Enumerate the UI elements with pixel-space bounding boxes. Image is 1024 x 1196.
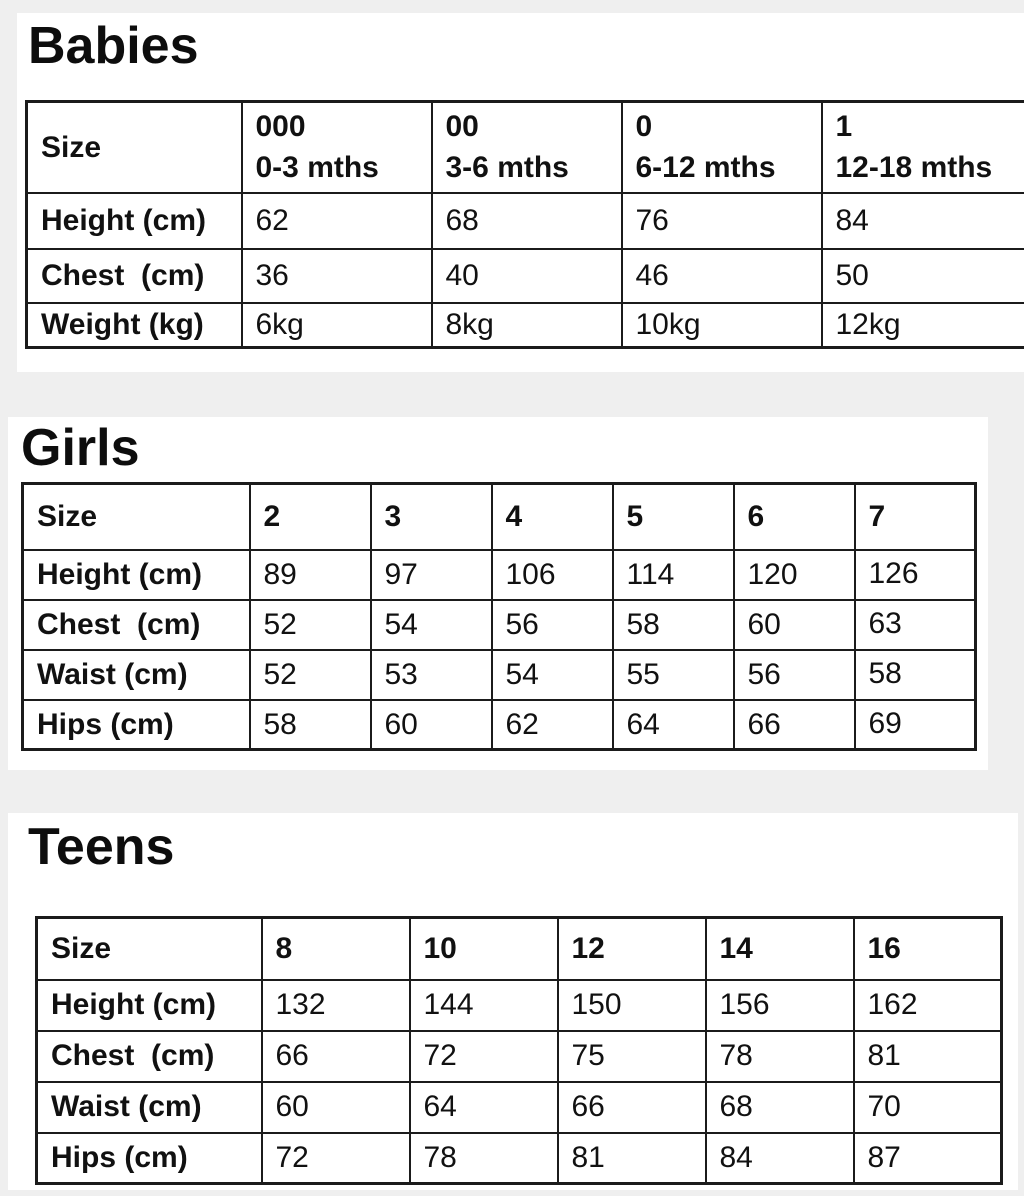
measurement-row — [27, 249, 1024, 303]
measurement-value: 46 — [622, 249, 822, 303]
header-row — [27, 102, 1024, 193]
measurement-row — [23, 550, 976, 600]
measurement-row — [27, 193, 1024, 249]
measurement-label: Chest (cm) — [27, 249, 242, 303]
measurement-value: 81 — [558, 1133, 706, 1184]
measurement-value: 52 — [250, 600, 371, 650]
measurement-label: Hips (cm) — [37, 1133, 262, 1184]
size-column-header: 000 0-3 mths — [242, 102, 432, 193]
measurement-row — [23, 700, 976, 750]
measurement-value: 66 — [558, 1082, 706, 1133]
measurement-value: 53 — [371, 650, 492, 700]
section-girls — [8, 417, 988, 770]
measurement-value: 50 — [822, 249, 1024, 303]
measurement-row — [37, 980, 1002, 1031]
measurement-value: 126 — [855, 550, 976, 600]
measurement-value: 120 — [734, 550, 855, 600]
measurement-value: 156 — [706, 980, 854, 1031]
measurement-value: 70 — [854, 1082, 1002, 1133]
size-column-header: 16 — [854, 918, 1002, 980]
measurement-value: 97 — [371, 550, 492, 600]
measurement-value: 68 — [432, 193, 622, 249]
measurement-label: Height (cm) — [23, 550, 250, 600]
measurement-row — [37, 1133, 1002, 1184]
babies-size-table — [25, 100, 1024, 349]
size-column-header: 4 — [492, 484, 613, 550]
size-column-header: 12 — [558, 918, 706, 980]
measurement-value: 60 — [371, 700, 492, 750]
section-title-girls: Girls — [21, 419, 140, 477]
measurement-value: 56 — [734, 650, 855, 700]
measurement-value: 62 — [242, 193, 432, 249]
measurement-value: 72 — [410, 1031, 558, 1082]
measurement-row — [23, 600, 976, 650]
size-column-header: 5 — [613, 484, 734, 550]
measurement-value: 89 — [250, 550, 371, 600]
size-column-header: 2 — [250, 484, 371, 550]
measurement-value: 87 — [854, 1133, 1002, 1184]
section-teens — [8, 813, 1018, 1190]
measurement-value: 54 — [371, 600, 492, 650]
size-column-header: 7 — [855, 484, 976, 550]
size-column-header: 10 — [410, 918, 558, 980]
measurement-value: 56 — [492, 600, 613, 650]
measurement-row — [37, 1031, 1002, 1082]
measurement-value: 6kg — [242, 303, 432, 348]
measurement-value: 63 — [855, 600, 976, 650]
size-header-label: Size — [23, 484, 250, 550]
size-column-header: 0 6-12 mths — [622, 102, 822, 193]
measurement-value: 76 — [622, 193, 822, 249]
measurement-label: Height (cm) — [37, 980, 262, 1031]
measurement-value: 55 — [613, 650, 734, 700]
header-row — [23, 484, 976, 550]
measurement-value: 62 — [492, 700, 613, 750]
measurement-row — [27, 303, 1024, 348]
measurement-label: Weight (kg) — [27, 303, 242, 348]
size-column-header: 6 — [734, 484, 855, 550]
section-title-babies: Babies — [28, 17, 199, 75]
measurement-value: 54 — [492, 650, 613, 700]
measurement-value: 162 — [854, 980, 1002, 1031]
measurement-value: 72 — [262, 1133, 410, 1184]
measurement-value: 78 — [410, 1133, 558, 1184]
measurement-label: Chest (cm) — [23, 600, 250, 650]
size-header-label: Size — [37, 918, 262, 980]
measurement-value: 10kg — [622, 303, 822, 348]
measurement-value: 52 — [250, 650, 371, 700]
measurement-value: 68 — [706, 1082, 854, 1133]
measurement-value: 58 — [250, 700, 371, 750]
girls-size-table — [21, 482, 977, 751]
measurement-label: Waist (cm) — [37, 1082, 262, 1133]
measurement-label: Waist (cm) — [23, 650, 250, 700]
size-header-label: Size — [27, 102, 242, 193]
measurement-value: 60 — [734, 600, 855, 650]
size-column-header: 3 — [371, 484, 492, 550]
measurement-value: 84 — [822, 193, 1024, 249]
measurement-value: 84 — [706, 1133, 854, 1184]
measurement-value: 69 — [855, 700, 976, 750]
measurement-value: 40 — [432, 249, 622, 303]
measurement-row — [37, 1082, 1002, 1133]
size-column-header: 14 — [706, 918, 854, 980]
section-babies — [17, 13, 1024, 372]
measurement-value: 58 — [855, 650, 976, 700]
measurement-value: 64 — [613, 700, 734, 750]
measurement-label: Height (cm) — [27, 193, 242, 249]
measurement-value: 60 — [262, 1082, 410, 1133]
header-row — [37, 918, 1002, 980]
measurement-label: Chest (cm) — [37, 1031, 262, 1082]
measurement-label: Hips (cm) — [23, 700, 250, 750]
measurement-value: 81 — [854, 1031, 1002, 1082]
size-column-header: 8 — [262, 918, 410, 980]
size-column-header: 00 3-6 mths — [432, 102, 622, 193]
teens-size-table — [35, 916, 1003, 1185]
measurement-value: 58 — [613, 600, 734, 650]
size-column-header: 1 12-18 mths — [822, 102, 1024, 193]
measurement-value: 106 — [492, 550, 613, 600]
measurement-value: 8kg — [432, 303, 622, 348]
measurement-value: 144 — [410, 980, 558, 1031]
measurement-value: 75 — [558, 1031, 706, 1082]
measurement-value: 66 — [262, 1031, 410, 1082]
section-title-teens: Teens — [28, 818, 175, 876]
measurement-value: 114 — [613, 550, 734, 600]
measurement-row — [23, 650, 976, 700]
measurement-value: 36 — [242, 249, 432, 303]
measurement-value: 78 — [706, 1031, 854, 1082]
measurement-value: 12kg — [822, 303, 1024, 348]
measurement-value: 150 — [558, 980, 706, 1031]
measurement-value: 132 — [262, 980, 410, 1031]
measurement-value: 66 — [734, 700, 855, 750]
measurement-value: 64 — [410, 1082, 558, 1133]
